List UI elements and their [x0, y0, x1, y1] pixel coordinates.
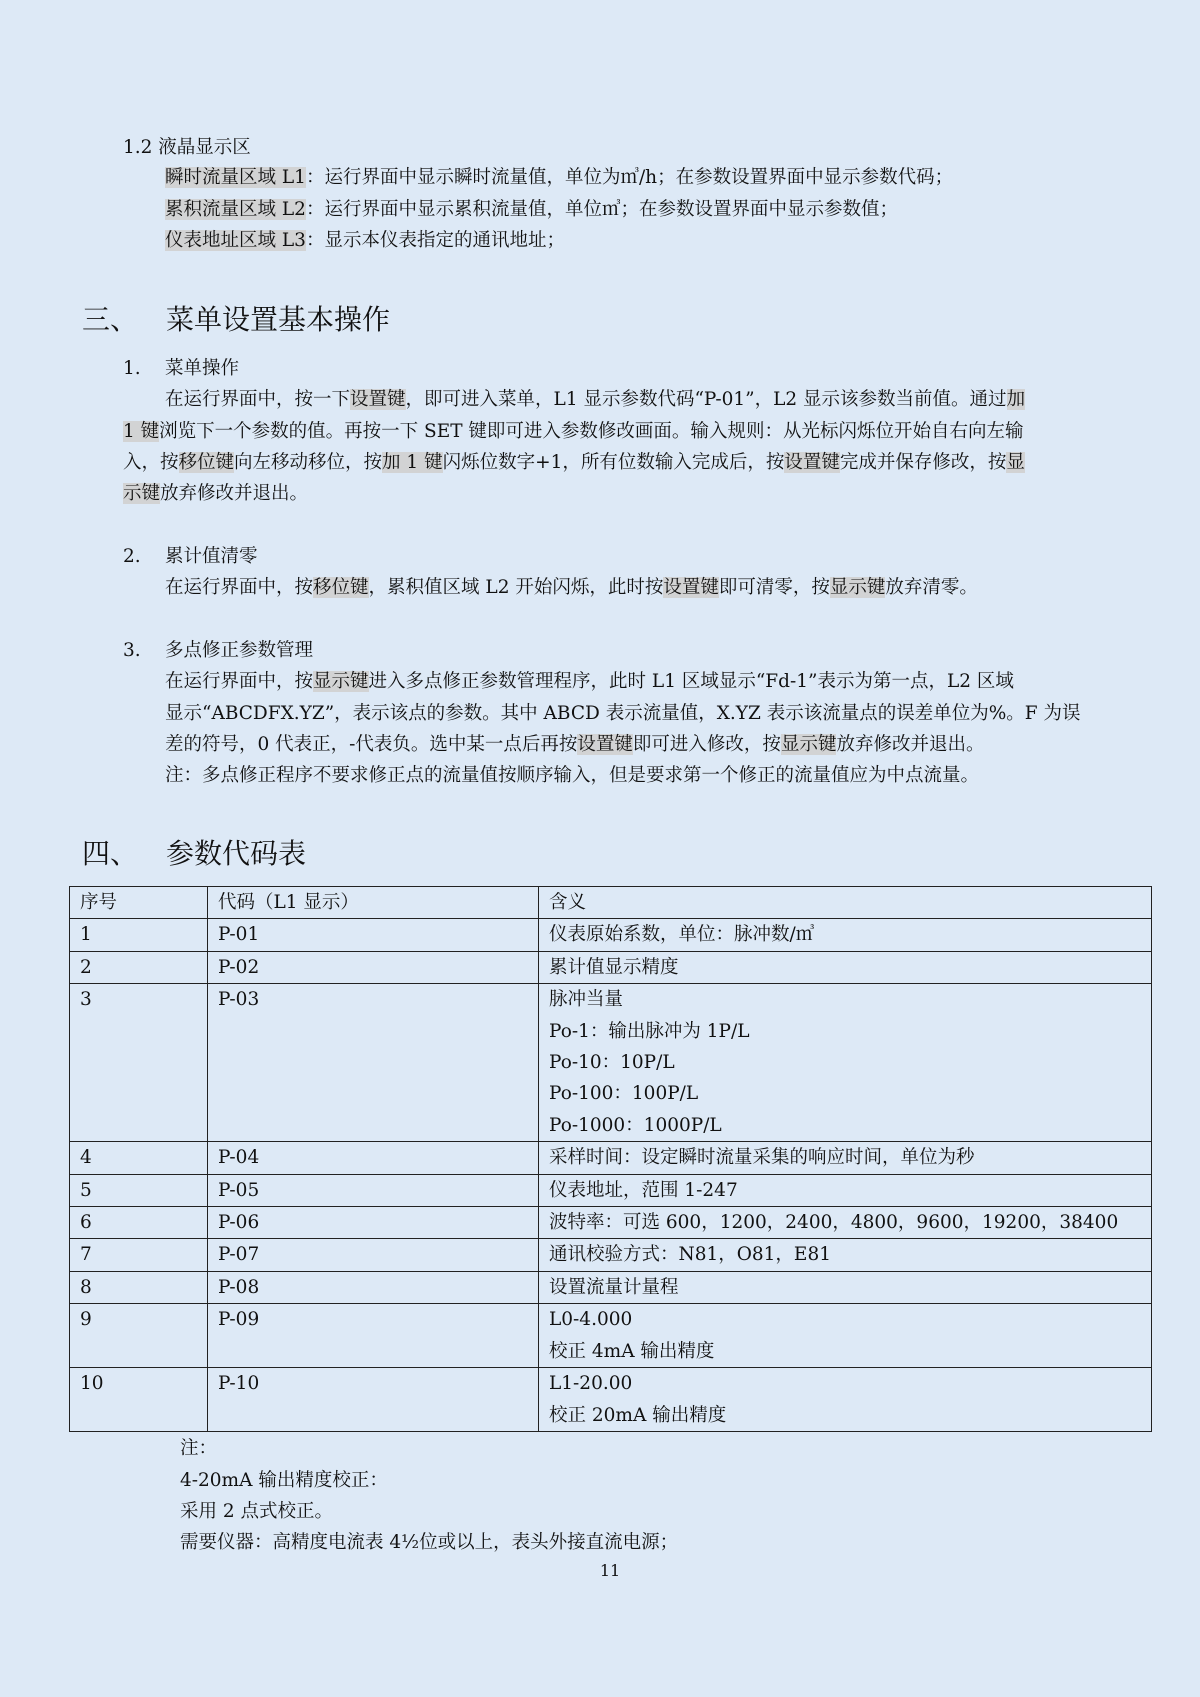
highlight-display-key-3: 显示键	[313, 671, 369, 692]
table-row	[70, 1142, 1152, 1174]
cell-no: 2	[70, 951, 208, 983]
l1-text: ：运行界面中显示瞬时流量值，单位为㎥/h；在参数设置界面中显示参数代码；	[305, 167, 954, 188]
meaning-line: Po-10：10P/L	[549, 1052, 675, 1074]
cell-code: P-02	[208, 951, 539, 983]
table-header-row	[70, 887, 1152, 919]
item-3-number: 3.	[123, 640, 141, 661]
table-row	[70, 951, 1152, 983]
cell-code: P-05	[208, 1174, 539, 1206]
item-1-line-1: 在运行界面中，按一下设置键，即可进入菜单，L1 显示参数代码“P-01”，L2 显示该参数当前值。通过加	[165, 389, 1026, 410]
header-meaning: 含义	[539, 887, 1152, 919]
cell-code: P-10	[208, 1368, 539, 1432]
cell-meaning	[539, 1207, 1152, 1239]
section-1-2-title: 1.2 液晶显示区	[123, 137, 251, 158]
section-4-heading	[82, 834, 306, 874]
highlight-display-key-cont: 示键	[123, 483, 161, 504]
table-body	[70, 919, 1152, 1432]
cell-no: 5	[70, 1174, 208, 1206]
item-3-line-1: 在运行界面中，按显示键进入多点修正参数管理程序，此时 L1 区域显示“Fd-1”表示为第一点，L2 区域	[165, 671, 1014, 692]
item-3-title: 多点修正参数管理	[165, 640, 314, 661]
section-1-2-line-l1	[165, 162, 953, 194]
note-line-1: 4-20mA 输出精度校正：	[180, 1470, 388, 1491]
note-label: 注：	[180, 1438, 218, 1459]
meaning-line: 通讯校验方式：N81，O81，E81	[549, 1244, 831, 1266]
cell-no: 10	[70, 1368, 208, 1432]
item-1-number: 1.	[123, 358, 141, 379]
meaning-line: 波特率：可选 600，1200，2400，4800，9600，19200，38400	[549, 1212, 1119, 1234]
cell-meaning	[539, 1142, 1152, 1174]
meaning-line: 采样时间：设定瞬时流量采集的响应时间，单位为秒	[549, 1147, 975, 1169]
section-4-title: 参数代码表	[166, 837, 307, 870]
note-line-2: 采用 2 点式校正。	[180, 1501, 334, 1522]
highlight-display-key: 显	[1006, 452, 1025, 473]
item-1-line-4: 示键放弃修改并退出。	[123, 483, 309, 504]
cell-meaning	[539, 1368, 1152, 1432]
item-3-heading	[123, 635, 313, 667]
highlight-set-key-4: 设置键	[577, 734, 633, 755]
cell-meaning	[539, 1304, 1152, 1368]
cell-no: 9	[70, 1304, 208, 1368]
highlight-shift-key-2: 移位键	[313, 577, 369, 598]
meaning-line: 仪表地址，范围 1-247	[549, 1179, 738, 1201]
cell-no: 1	[70, 919, 208, 951]
cell-meaning	[539, 984, 1152, 1142]
meaning-line: L1-20.00	[549, 1373, 633, 1395]
cell-no: 3	[70, 984, 208, 1142]
note-line-3: 需要仪器：高精度电流表 4½位或以上，表头外接直流电源；	[180, 1532, 679, 1553]
cell-code: P-01	[208, 919, 539, 951]
table-row	[70, 1174, 1152, 1206]
item-2-number: 2.	[123, 546, 141, 567]
highlight-l3-label: 仪表地址区域 L3	[165, 230, 306, 251]
cell-no: 8	[70, 1271, 208, 1303]
cell-no: 4	[70, 1142, 208, 1174]
section-1-2-line-l3	[165, 225, 565, 257]
item-1-title: 菜单操作	[165, 358, 240, 379]
item-3-line-3: 差的符号，0 代表正，-代表负。选中某一点后再按设置键即可进入修改，按显示键放弃修改并退出。	[165, 734, 985, 755]
cell-no: 6	[70, 1207, 208, 1239]
meaning-line: L0-4.000	[549, 1309, 633, 1331]
highlight-plus-key: 加	[1006, 389, 1026, 410]
cell-meaning	[539, 1174, 1152, 1206]
section-3-title: 菜单设置基本操作	[166, 303, 391, 336]
highlight-set-key-3: 设置键	[663, 577, 719, 598]
table-row	[70, 1239, 1152, 1271]
table-row	[70, 1368, 1152, 1432]
cell-code: P-06	[208, 1207, 539, 1239]
cell-meaning	[539, 919, 1152, 951]
l2-text: ：运行界面中显示累积流量值，单位㎥；在参数设置界面中显示参数值；	[305, 199, 898, 220]
section-1-2-line-l2	[165, 194, 898, 226]
item-1-line-3: 入，按移位键向左移动移位，按加 1 键闪烁位数字+1，所有位数输入完成后，按设置键完成并保存修改，按显	[123, 452, 1025, 473]
header-no: 序号	[70, 887, 208, 919]
highlight-plus-key-cont: 1 键	[123, 421, 160, 442]
item-2-heading	[123, 541, 258, 573]
item-2-line-1: 在运行界面中，按移位键，累积值区域 L2 开始闪烁，此时按设置键即可清零，按显示键放弃清零。	[165, 577, 978, 598]
cell-code: P-09	[208, 1304, 539, 1368]
highlight-l2-label: 累积流量区域 L2	[165, 199, 306, 220]
item-3-line-4: 注：多点修正程序不要求修正点的流量值按顺序输入，但是要求第一个修正的流量值应为中点流量。	[165, 765, 980, 786]
cell-meaning	[539, 1239, 1152, 1271]
highlight-shift-key: 移位键	[178, 452, 235, 473]
section-3-heading	[82, 300, 390, 340]
item-3-line-2: 显示“ABCDFX.YZ”，表示该点的参数。其中 ABCD 表示流量值，X.YZ 表示该流量点的误差单位为%。F 为误	[165, 703, 1081, 724]
cell-code: P-04	[208, 1142, 539, 1174]
meaning-line: Po-1：输出脉冲为 1P/L	[549, 1020, 750, 1042]
meaning-line: Po-100：100P/L	[549, 1083, 699, 1105]
cell-code: P-08	[208, 1271, 539, 1303]
highlight-plus1-key: 加 1 键	[382, 452, 443, 473]
section-4-number: 四、	[82, 837, 139, 870]
header-code: 代码（L1 显示）	[208, 887, 539, 919]
table-row	[70, 1271, 1152, 1303]
page-number: 11	[599, 1561, 621, 1580]
meaning-line: 校正 4mA 输出精度	[549, 1340, 715, 1362]
highlight-l1-label: 瞬时流量区域 L1	[165, 167, 306, 188]
highlight-display-key-4: 显示键	[780, 734, 837, 755]
meaning-line: Po-1000：1000P/L	[549, 1114, 722, 1136]
highlight-set-key: 设置键	[350, 389, 406, 410]
item-1-line-2: 1 键浏览下一个参数的值。再按一下 SET 键即可进入参数修改画面。输入规则：从光标闪烁位开始自右向左输	[123, 421, 1024, 442]
cell-meaning	[539, 1271, 1152, 1303]
meaning-line: 脉冲当量	[549, 989, 624, 1011]
table-row	[70, 984, 1152, 1142]
table-row	[70, 1304, 1152, 1368]
meaning-line: 仪表原始系数，单位：脉冲数/㎥	[549, 924, 815, 946]
parameter-code-table	[69, 886, 1152, 1432]
meaning-line: 校正 20mA 输出精度	[549, 1404, 727, 1426]
table-row	[70, 1207, 1152, 1239]
meaning-line: 累计值显示精度	[549, 956, 679, 978]
highlight-display-key-2: 显示键	[829, 577, 886, 598]
item-1-heading	[123, 353, 239, 385]
cell-no: 7	[70, 1239, 208, 1271]
l3-text: ：显示本仪表指定的通讯地址；	[305, 230, 565, 251]
cell-code: P-03	[208, 984, 539, 1142]
highlight-set-key-2: 设置键	[784, 452, 840, 473]
cell-code: P-07	[208, 1239, 539, 1271]
item-2-title: 累计值清零	[165, 546, 258, 567]
section-3-number: 三、	[82, 303, 139, 336]
cell-meaning	[539, 951, 1152, 983]
meaning-line: 设置流量计量程	[549, 1276, 679, 1298]
table-row	[70, 919, 1152, 951]
